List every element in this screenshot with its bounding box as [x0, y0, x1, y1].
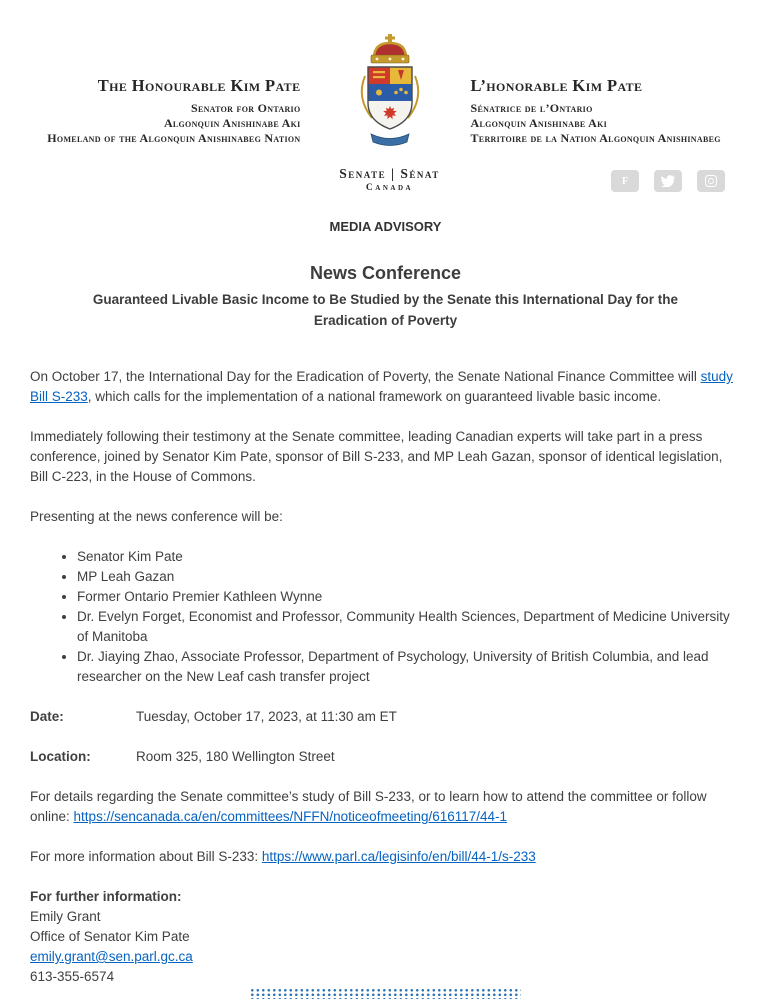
date-value: Tuesday, October 17, 2023, at 11:30 am ET — [136, 709, 397, 724]
intro-text-before: On October 17, the International Day for the Eradication of Poverty, the Senate National Finance Committee will — [30, 369, 701, 384]
media-advisory-label: MEDIA ADVISORY — [329, 219, 442, 234]
date-row — [30, 707, 741, 727]
footer-dotted-divider — [251, 989, 521, 999]
location-row — [30, 747, 741, 767]
letterhead-french — [465, 34, 742, 192]
more-info-text: For more information about Bill S-233: — [30, 849, 262, 864]
details-text: For details regarding the Senate committee’s study of Bill S-233, or to learn how to attend the committee or follow online: — [30, 789, 707, 824]
senator-name-en: The Honourable Kim Pate — [97, 76, 301, 95]
list-item: • MP Leah Gazan — [77, 567, 741, 587]
contact-heading: For further information: — [30, 889, 182, 904]
instagram-icon[interactable] — [697, 170, 725, 192]
letterhead — [30, 0, 741, 193]
contact-email-link[interactable]: emily.grant@sen.parl.gc.ca — [30, 949, 193, 964]
homeland-line-fr: Territoire de la Nation Algonquin Anishinabeg — [470, 131, 721, 145]
more-info-paragraph — [30, 847, 741, 867]
testimony-paragraph: Immediately following their testimony at the Senate committee, leading Canadian experts will take part in a press conference, joined by Senator Kim Pate, sponsor of Bill S-233, and MP Leah Gazan, sponsor of identical legislation, Bill C-223, in the House of Commons. — [30, 429, 723, 484]
senator-title-en: Senator for Ontario — [191, 101, 301, 115]
contact-phone: 613-355-6574 — [30, 969, 115, 984]
list-item: • Senator Kim Pate — [77, 547, 741, 567]
page-subtitle: Guaranteed Livable Basic Income to Be Studied by the Senate this International Day for the Eradication of Poverty — [92, 292, 679, 328]
senate-senat-label: Senate | Sénat — [339, 166, 440, 181]
bill-s233-link[interactable]: Bill S-233 — [30, 389, 88, 404]
senator-title-fr: Sénatrice de l’Ontario — [470, 101, 593, 115]
facebook-icon[interactable]: f — [611, 170, 639, 192]
twitter-icon[interactable] — [654, 170, 682, 192]
contact-name: Emily Grant — [30, 909, 101, 924]
territory-line-en: Algonquin Anishinabe Aki — [163, 116, 301, 130]
contact-block — [30, 887, 741, 987]
list-item: • Dr. Jiaying Zhao, Associate Professor, Department of Psychology, University of British Columbia, and lead researcher on the New Leaf cash transfer project — [77, 647, 741, 687]
social-links — [471, 170, 742, 192]
list-item: • Former Ontario Premier Kathleen Wynne — [77, 587, 741, 607]
study-link[interactable]: study — [700, 369, 733, 384]
coat-of-arms-icon — [340, 34, 440, 156]
homeland-line-en: Homeland of the Algonquin Anishinabeg Nation — [47, 131, 301, 145]
date-label: Date: — [30, 709, 64, 724]
contact-office: Office of Senator Kim Pate — [30, 929, 190, 944]
legisinfo-link[interactable]: https://www.parl.ca/legisinfo/en/bill/44-1/s-233 — [261, 849, 536, 864]
territory-line-fr: Algonquin Anishinabe Aki — [470, 116, 608, 130]
letterhead-english — [30, 34, 315, 146]
speakers-list — [30, 547, 741, 687]
presenting-line: Presenting at the news conference will be: — [30, 509, 283, 524]
body-copy — [30, 367, 741, 987]
senator-name-fr: L’honorable Kim Pate — [470, 76, 643, 95]
committee-details-paragraph — [30, 787, 741, 827]
senate-crest-column — [315, 34, 465, 193]
location-label: Location: — [30, 749, 91, 764]
canada-label: Canada — [365, 183, 414, 193]
intro-text-after: , which calls for the implementation of a national framework on guaranteed livable basic income. — [87, 389, 662, 404]
page-title: News Conference — [309, 263, 462, 283]
committee-meeting-link[interactable]: https://sencanada.ca/en/committees/NFFN/noticeofmeeting/616117/44-1 — [73, 809, 508, 824]
intro-paragraph — [30, 367, 741, 407]
location-value: Room 325, 180 Wellington Street — [136, 749, 335, 764]
list-item: • Dr. Evelyn Forget, Economist and Professor, Community Health Sciences, Department of Medicine University of Manitoba — [77, 607, 741, 647]
